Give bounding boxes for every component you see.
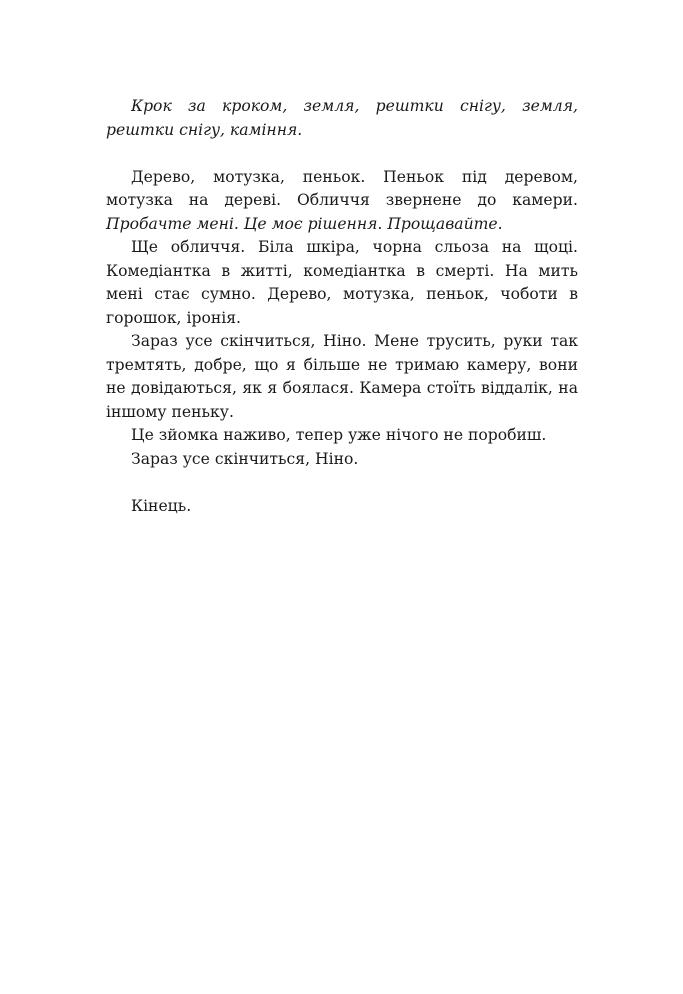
paragraph-italic-opening: Крок за кроком, земля, рештки снігу, земля, рештки снігу, каміння. [106, 97, 578, 139]
farewell-note-italic: Пробачте мені. Це моє рішення. Прощавайте. [106, 214, 503, 233]
paragraph-nina: Зараз усе скінчиться, Ніно. [131, 449, 359, 468]
paragraph-face: Ще обличчя. Біла шкіра, чорна сльоза на щоці. Комедіантка в житті, комедіантка в смерті. На мить мені стає сумно. Дерево, мотузка, пеньок, чоботи в горошок, іронія. [106, 238, 578, 327]
paragraph-tree-rope-text: Дерево, мотузка, пеньок. Пеньок під деревом, мотузка на дереві. Обличчя звернене до камери. [106, 167, 578, 209]
paragraph-the-end: Кінець. [131, 496, 192, 515]
paragraph-tree-rope [106, 166, 578, 237]
body-text [106, 95, 578, 518]
paragraph-trembling: Зараз усе скінчиться, Ніно. Мене трусить, руки так тремтять, добре, що я більше не тримаю камеру, вони не довідаються, як я боялася. Камера стоїть віддалік, на іншому пеньку. [106, 332, 578, 421]
paragraph-live-shoot: Це зйомка наживо, тепер уже нічого не поробиш. [131, 426, 547, 444]
